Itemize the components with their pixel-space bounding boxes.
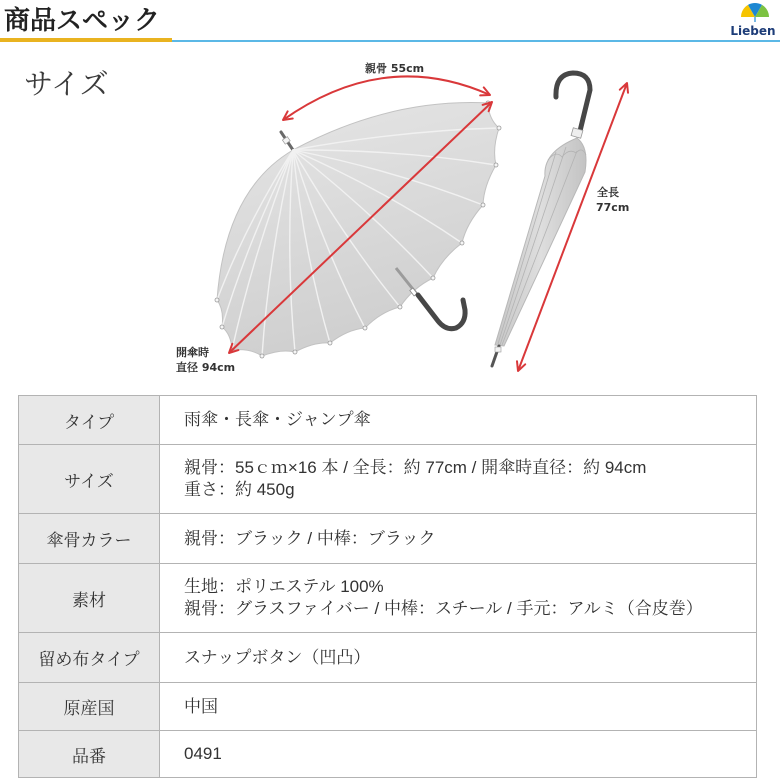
page-title: 商品スペック: [4, 5, 161, 35]
rib-tip: [398, 305, 402, 309]
spec-label: 傘骨カラー: [19, 514, 160, 563]
spec-value: [160, 683, 756, 730]
rib-tip: [431, 276, 435, 280]
spec-value-line: 0491: [184, 744, 222, 763]
closed-umbrella-tip-collar: [495, 347, 501, 352]
rib-tip: [481, 203, 485, 207]
rib-tip: [293, 350, 297, 354]
spec-row-material: [19, 564, 756, 633]
diameter-label-line1: 開傘時: [176, 346, 209, 359]
spec-value: [160, 514, 756, 563]
spec-row-type: [19, 396, 756, 445]
rib-tip: [494, 163, 498, 167]
closed-umbrella-handle: [556, 73, 590, 131]
spec-label: サイズ: [19, 445, 160, 513]
spec-value-line: 雨傘・長傘・ジャンプ傘: [184, 410, 371, 429]
length-label-line1: 全長: [597, 186, 619, 199]
spec-row-size: [19, 445, 756, 514]
spec-row-strap-type: [19, 633, 756, 683]
logo-text: Lieben: [730, 24, 776, 38]
spec-value-line: スナップボタン（凹凸）: [184, 647, 371, 667]
closed-umbrella-canopy: [495, 138, 586, 346]
closed-umbrella-fold: [500, 147, 566, 345]
spec-row-frame-color: [19, 514, 756, 564]
spec-value: [160, 564, 756, 632]
spec-value: [160, 633, 756, 682]
rib-tip: [328, 341, 332, 345]
spec-label: 素材: [19, 564, 160, 632]
rib-tip: [215, 298, 219, 302]
spec-label: 品番: [19, 731, 160, 777]
spec-value-line: 親骨：グラスファイバー / 中棒：スチール / 手元：アルミ（合皮巻）: [184, 599, 703, 618]
spec-row-product-number: [19, 731, 756, 778]
rib-tip: [497, 126, 501, 130]
spec-value-line: 生地：ポリエステル 100%: [184, 577, 384, 596]
spec-value: [160, 445, 756, 513]
spec-table: [18, 395, 757, 778]
spec-value-line: 親骨：ブラック / 中棒：ブラック: [184, 528, 436, 548]
rib-tip: [260, 354, 264, 358]
spec-value-line: 親骨：55ｃｍ×16 本 / 全長：約 77cm / 開傘時直径：約 94cm: [184, 458, 647, 477]
rib-tip: [220, 325, 224, 329]
spec-row-origin: [19, 683, 756, 731]
length-label-line2: 77cm: [596, 201, 630, 214]
spec-value-line: 中国: [184, 696, 218, 716]
diameter-label-line2: 直径 94cm: [176, 361, 236, 374]
rib-tip: [363, 326, 367, 330]
rib-tip: [460, 241, 464, 245]
spec-label: タイプ: [19, 396, 160, 444]
spec-label: 原産国: [19, 683, 160, 730]
rib-length-label: 親骨 55cm: [365, 62, 425, 75]
spec-value-line: 重さ：約 450g: [184, 480, 295, 499]
umbrella-handle: [418, 295, 465, 329]
spec-value: [160, 396, 756, 444]
spec-label: 留め布タイプ: [19, 633, 160, 682]
spec-value: [160, 731, 756, 777]
section-title: サイズ: [24, 69, 109, 101]
